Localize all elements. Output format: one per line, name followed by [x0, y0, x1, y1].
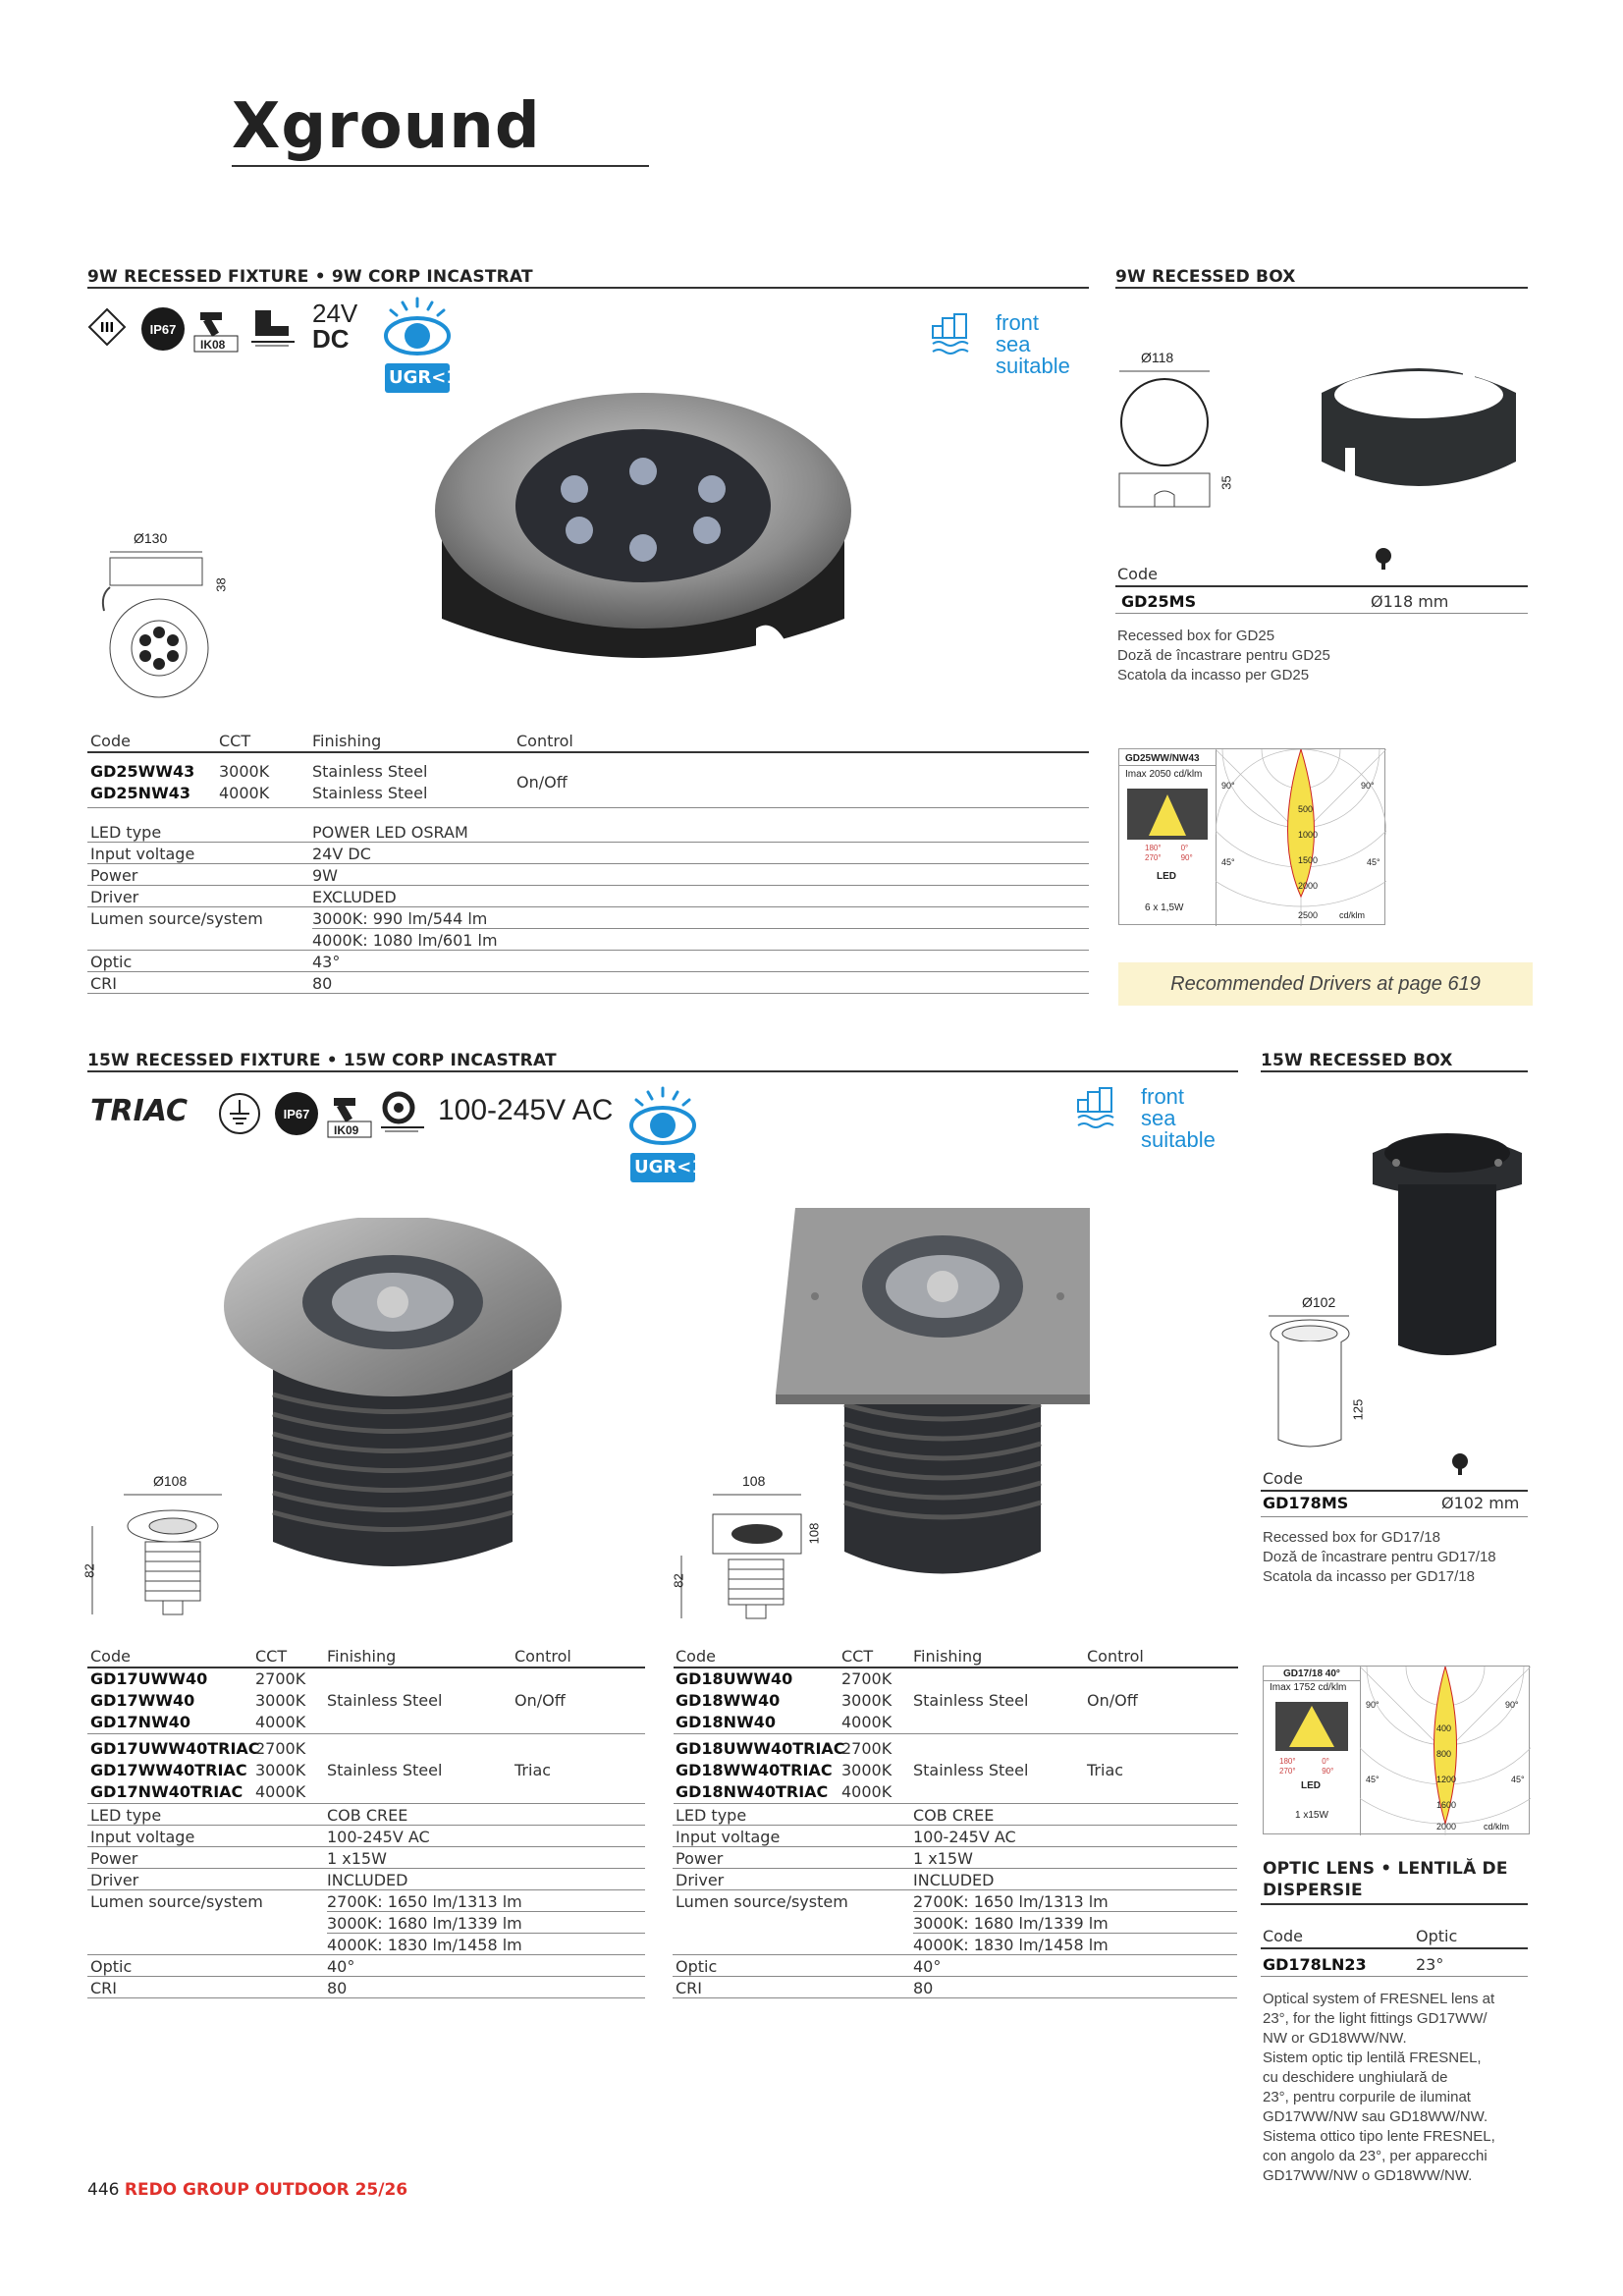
section-9w-title: 9W RECESSED FIXTURE • 9W CORP INCASTRAT: [87, 267, 533, 287]
cct-value: 2700K: [255, 1669, 306, 1688]
th-cct: CCT: [841, 1647, 874, 1666]
walkover-icon: [249, 306, 297, 352]
sea-line1: front sea: [996, 310, 1040, 356]
control-value: On/Off: [514, 1691, 566, 1710]
ik09-label: IK09: [334, 1123, 359, 1137]
spec-value: 40°: [913, 1957, 942, 1976]
product-code: GD18WW40TRIAC: [676, 1761, 833, 1779]
spec-label: Power: [676, 1849, 724, 1868]
optic-desc-line: con angolo da 23°, per apparecchi: [1263, 2148, 1488, 2164]
box-9w-title: 9W RECESSED BOX: [1115, 267, 1296, 287]
cct-value: 3000K: [841, 1761, 893, 1779]
optic-desc-line: GD17WW/NW sau GD18WW/NW.: [1263, 2108, 1488, 2125]
spec-label: Power: [90, 1849, 138, 1868]
polar-unit: cd/klm: [1484, 1822, 1510, 1831]
spec-label: Input voltage: [90, 1828, 195, 1846]
dim-width-108: 108: [742, 1473, 766, 1489]
product-code: GD18NW40TRIAC: [676, 1782, 829, 1801]
polar-diagram-gd25: [1118, 748, 1385, 925]
polar-value: 1500: [1298, 855, 1319, 865]
spec-value: 1 x15W: [913, 1849, 973, 1868]
product-code: GD18WW40: [676, 1691, 781, 1710]
desc-line: Scatola da incasso per GD17/18: [1263, 1568, 1475, 1585]
box-9w-dimension-drawing: [1115, 350, 1243, 507]
triac-label: TRIAC: [90, 1094, 189, 1128]
polar-value: 500: [1298, 804, 1314, 814]
spec-label: LED type: [90, 1806, 162, 1825]
spec-value: 9W: [312, 866, 338, 885]
spec-label: CRI: [676, 1979, 703, 1997]
spec-value: 80: [327, 1979, 348, 1997]
optic-code: GD178LN23: [1263, 1955, 1367, 1974]
optic-th-code: Code: [1263, 1927, 1303, 1945]
polar-angle: 45°: [1367, 857, 1380, 867]
box-9w-diameter: Ø118: [1141, 350, 1174, 365]
product-code: GD17WW40TRIAC: [90, 1761, 247, 1779]
cct-gd25ww43: 3000K: [219, 762, 270, 781]
th-control: Control: [514, 1647, 571, 1666]
polar-angle: 90°: [1505, 1700, 1519, 1710]
th-finishing: Finishing: [327, 1647, 397, 1666]
product-code: GD17NW40: [90, 1713, 190, 1731]
finish-value: Stainless Steel: [913, 1691, 1029, 1710]
ik08-label: IK08: [200, 338, 226, 352]
product-code: GD17NW40TRIAC: [90, 1782, 243, 1801]
polar-imax: Imax 1752 cd/klm: [1270, 1682, 1347, 1693]
polar-small-label: 180°: [1145, 844, 1162, 852]
spec-value: 3000K: 1680 lm/1339 lm: [913, 1914, 1109, 1933]
th-finishing: Finishing: [312, 732, 382, 750]
box-15w-code-header: Code: [1263, 1469, 1303, 1488]
page-number: 446: [87, 2180, 120, 2200]
optic-value: 23°: [1416, 1955, 1444, 1974]
th-code: Code: [90, 732, 131, 750]
spec-label: Driver: [90, 1871, 139, 1889]
polar-small-label: 270°: [1279, 1767, 1296, 1776]
polar-small-label: 90°: [1180, 853, 1193, 862]
dim-height-38: 38: [213, 577, 229, 592]
polar-value: 2000: [1436, 1822, 1457, 1831]
dim-diameter-108: Ø108: [153, 1473, 188, 1489]
box-9w-ip-icon: [1371, 546, 1396, 572]
box-15w-desc: [1263, 1528, 1496, 1587]
voltage-top: 24V: [312, 299, 358, 328]
desc-line: Recessed box for GD25: [1117, 628, 1275, 644]
polar-angle: 45°: [1366, 1775, 1380, 1784]
polar-name: GD25WW/NW43: [1125, 753, 1200, 764]
polar-value: 400: [1436, 1723, 1452, 1733]
section-15w-title: 15W RECESSED FIXTURE • 15W CORP INCASTRAT: [87, 1051, 557, 1070]
cct-value: 3000K: [255, 1691, 306, 1710]
dim-height-82: 82: [81, 1563, 97, 1578]
optic-th-optic: Optic: [1416, 1927, 1458, 1945]
polar-small-label: 90°: [1322, 1767, 1334, 1776]
box-15w-title: 15W RECESSED BOX: [1261, 1051, 1453, 1070]
spec-label: Optic: [90, 1957, 133, 1976]
spec-label: Lumen source/system: [90, 1892, 263, 1911]
spec-value: 3000K: 990 lm/544 lm: [312, 909, 488, 928]
voltage-label-24v: [312, 301, 357, 352]
ip67-label: IP67: [149, 321, 177, 337]
spec-value: EXCLUDED: [312, 888, 397, 906]
sea-house-icon: [931, 312, 990, 361]
th-cct: CCT: [219, 732, 251, 750]
fixture-9w-dimension-drawing: [84, 530, 242, 727]
spec-value: INCLUDED: [913, 1871, 995, 1889]
spec-value: 4000K: 1830 lm/1458 lm: [327, 1936, 522, 1954]
spec-label: Input voltage: [676, 1828, 781, 1846]
optic-desc-line: GD17WW/NW o GD18WW/NW.: [1263, 2167, 1473, 2184]
optic-desc: [1263, 1990, 1495, 2186]
class-iii-icon: [87, 307, 127, 347]
front-sea-badge: [1076, 1084, 1223, 1152]
spec-value: 80: [312, 974, 333, 993]
led-count: 6 x 1,5W: [1145, 902, 1184, 913]
cct-value: 4000K: [841, 1782, 893, 1801]
polar-imax: Imax 2050 cd/klm: [1125, 769, 1203, 780]
spec-label: Driver: [676, 1871, 725, 1889]
polar-angle: 45°: [1511, 1775, 1525, 1784]
polar-value: 2000: [1298, 881, 1319, 891]
beam-icon: [1119, 785, 1216, 844]
spec-label: Input voltage: [90, 845, 195, 863]
spec-label: LED type: [90, 823, 162, 842]
control-value: Triac: [514, 1761, 552, 1779]
ip67-label: IP67: [283, 1106, 310, 1121]
product-code: GD18UWW40: [676, 1669, 793, 1688]
cct-value: 3000K: [841, 1691, 893, 1710]
box-9w-height: 35: [1218, 475, 1234, 490]
spec-value: POWER LED OSRAM: [312, 823, 468, 842]
spec-value: INCLUDED: [327, 1871, 408, 1889]
polar-value: 800: [1436, 1749, 1452, 1759]
optic-desc-line: Optical system of FRESNEL lens at: [1263, 1991, 1495, 2007]
box-9w-size: Ø118 mm: [1371, 592, 1449, 611]
spec-value: COB CREE: [913, 1806, 995, 1825]
spec-label: CRI: [90, 1979, 118, 1997]
box-15w-rule: [1261, 1070, 1528, 1072]
ip67-icon: [141, 307, 185, 351]
optic-title-line: OPTIC LENS • LENTILĂ DE: [1263, 1859, 1508, 1879]
polar-angle: 90°: [1361, 781, 1375, 791]
optic-desc-line: cu deschidere unghiulară de: [1263, 2069, 1448, 2086]
spec-value: 40°: [327, 1957, 355, 1976]
box-9w-rule: [1115, 287, 1528, 289]
spec-label: Driver: [90, 888, 139, 906]
product-code: GD17WW40: [90, 1691, 195, 1710]
led-label: LED: [1301, 1780, 1321, 1791]
fixture-gd18-photo: [766, 1208, 1119, 1601]
front-sea-badge: [931, 310, 1078, 378]
spec-label: Lumen source/system: [90, 909, 263, 928]
ugr-label: UGR<10: [389, 367, 471, 388]
spec-value: 100-245V AC: [327, 1828, 430, 1846]
desc-line: Scatola da incasso per GD25: [1117, 667, 1310, 683]
spec-value: COB CREE: [327, 1806, 408, 1825]
polar-angle: 45°: [1221, 857, 1235, 867]
ik09-icon: [326, 1090, 373, 1139]
optic-desc-line: 23°, pentru corpurile de iluminat: [1263, 2089, 1471, 2105]
cct-value: 4000K: [841, 1713, 893, 1731]
box-9w-photo: [1316, 354, 1522, 501]
box-15w-photo: [1369, 1110, 1526, 1365]
box-15w-size: Ø102 mm: [1441, 1494, 1520, 1512]
beam-icon: [1264, 1698, 1360, 1755]
fixture-9w-photo: [412, 373, 874, 697]
th-cct: CCT: [255, 1647, 288, 1666]
box-15w-dimension-drawing: [1261, 1294, 1369, 1461]
finish-value: Stainless Steel: [327, 1691, 443, 1710]
optic-desc-line: Sistema ottico tipo lente FRESNEL,: [1263, 2128, 1495, 2145]
polar-unit: cd/klm: [1339, 910, 1366, 920]
spec-value: 100-245V AC: [913, 1828, 1016, 1846]
class-iii-label: III: [99, 321, 115, 336]
optic-title: [1263, 1858, 1508, 1901]
sea-line2: suitable: [996, 354, 1070, 378]
th-code: Code: [676, 1647, 716, 1666]
polar-angle: 90°: [1221, 781, 1235, 791]
finish-value: Stainless Steel: [327, 1761, 443, 1779]
footer: [87, 2180, 407, 2200]
ik08-icon: [192, 304, 240, 354]
polar-value: 1600: [1436, 1800, 1457, 1810]
spec-label: Lumen source/system: [676, 1892, 848, 1911]
product-code: GD18UWW40TRIAC: [676, 1739, 845, 1758]
polar-value: 1000: [1298, 830, 1319, 840]
voltage-bottom: DC: [312, 324, 350, 354]
polar-value: 1200: [1436, 1775, 1457, 1784]
optic-desc-line: Sistem optic tip lentilă FRESNEL,: [1263, 2050, 1482, 2066]
ip67-icon: [275, 1092, 318, 1135]
dim-height-82: 82: [671, 1573, 686, 1588]
box-9w-desc: [1117, 627, 1330, 685]
polar-small-label: 0°: [1322, 1757, 1329, 1766]
code-gd25nw43: GD25NW43: [90, 784, 190, 802]
optic-desc-line: 23°, for the light fittings GD17WW/: [1263, 2010, 1488, 2027]
desc-line: Doză de încastrare pentru GD17/18: [1263, 1549, 1496, 1565]
spec-value: 43°: [312, 953, 341, 971]
polar-value: 2500: [1298, 910, 1319, 920]
footer-label: REDO GROUP OUTDOOR 25/26: [124, 2180, 408, 2200]
brand-title: Xground: [232, 90, 541, 163]
spec-value: 2700K: 1650 lm/1313 lm: [327, 1892, 522, 1911]
cct-value: 2700K: [841, 1669, 893, 1688]
sea-line2: suitable: [1141, 1127, 1216, 1152]
spec-label: Optic: [90, 953, 133, 971]
cct-value: 4000K: [255, 1713, 306, 1731]
finish-gd25nw43: Stainless Steel: [312, 784, 428, 802]
spec-value: 4000K: 1080 lm/601 lm: [312, 931, 498, 950]
sea-house-icon: [1076, 1086, 1135, 1135]
dim-diameter-130: Ø130: [134, 530, 168, 546]
desc-line: Recessed box for GD17/18: [1263, 1529, 1440, 1546]
voltage-label-100-245: 100-245V AC: [438, 1094, 614, 1126]
dim-side-108: 108: [806, 1522, 822, 1545]
ugr-label: UGR<16: [634, 1157, 717, 1177]
ugr-eye-icon: [624, 1084, 717, 1187]
led-label: LED: [1157, 871, 1176, 882]
spec-value: 4000K: 1830 lm/1458 lm: [913, 1936, 1109, 1954]
spec-value: 1 x15W: [327, 1849, 387, 1868]
optic-rule: [1261, 1903, 1528, 1905]
cct-value: 2700K: [255, 1739, 306, 1758]
polar-name: GD17/18 40°: [1283, 1668, 1340, 1679]
box-15w-height: 125: [1350, 1398, 1366, 1421]
box-15w-ip-icon: [1447, 1451, 1473, 1477]
finish-value: Stainless Steel: [913, 1761, 1029, 1779]
spec-value: 2700K: 1650 lm/1313 lm: [913, 1892, 1109, 1911]
desc-line: Doză de încastrare pentru GD25: [1117, 647, 1330, 664]
spec-label: Optic: [676, 1957, 718, 1976]
product-code: GD18NW40: [676, 1713, 776, 1731]
drivers-note-text: Recommended Drivers at page 619: [1170, 972, 1481, 995]
spec-label: Power: [90, 866, 138, 885]
fixture-gd17-photo: [206, 1218, 579, 1591]
product-code: GD17UWW40TRIAC: [90, 1739, 260, 1758]
th-control: Control: [1087, 1647, 1144, 1666]
box-15w-code: GD178MS: [1263, 1494, 1349, 1512]
box-9w-code-header: Code: [1117, 565, 1158, 583]
spec-label: LED type: [676, 1806, 747, 1825]
control-onoff: On/Off: [516, 773, 568, 792]
optic-title-line: DISPERSIE: [1263, 1881, 1363, 1900]
sea-line1: front sea: [1141, 1084, 1185, 1130]
drive-over-icon: [379, 1090, 426, 1137]
box-15w-diameter: Ø102: [1302, 1294, 1336, 1310]
led-count: 1 x15W: [1295, 1810, 1328, 1821]
earth-icon: [218, 1092, 261, 1135]
spec-label: CRI: [90, 974, 118, 993]
cct-value: 4000K: [255, 1782, 306, 1801]
cct-gd25nw43: 4000K: [219, 784, 270, 802]
polar-small-label: 270°: [1145, 853, 1162, 862]
polar-small-label: 180°: [1279, 1757, 1296, 1766]
finish-gd25ww43: Stainless Steel: [312, 762, 428, 781]
spec-value: 80: [913, 1979, 934, 1997]
control-value: Triac: [1087, 1761, 1124, 1779]
polar-angle: 90°: [1366, 1700, 1380, 1710]
th-finishing: Finishing: [913, 1647, 983, 1666]
cct-value: 3000K: [255, 1761, 306, 1779]
brand-underline: [232, 165, 649, 167]
recommended-drivers-note[interactable]: [1118, 962, 1533, 1006]
product-code: GD17UWW40: [90, 1669, 208, 1688]
th-code: Code: [90, 1647, 131, 1666]
spec-value: 3000K: 1680 lm/1339 lm: [327, 1914, 522, 1933]
box-9w-code: GD25MS: [1121, 592, 1197, 611]
polar-small-label: 0°: [1180, 844, 1189, 852]
th-control: Control: [516, 732, 573, 750]
control-value: On/Off: [1087, 1691, 1138, 1710]
code-gd25ww43: GD25WW43: [90, 762, 195, 781]
cct-value: 2700K: [841, 1739, 893, 1758]
polar-diagram-gd17-18: [1263, 1666, 1530, 1834]
section-9w-rule: [87, 287, 1089, 289]
optic-desc-line: NW or GD18WW/NW.: [1263, 2030, 1407, 2047]
section-15w-rule: [87, 1070, 1238, 1072]
spec-value: 24V DC: [312, 845, 371, 863]
